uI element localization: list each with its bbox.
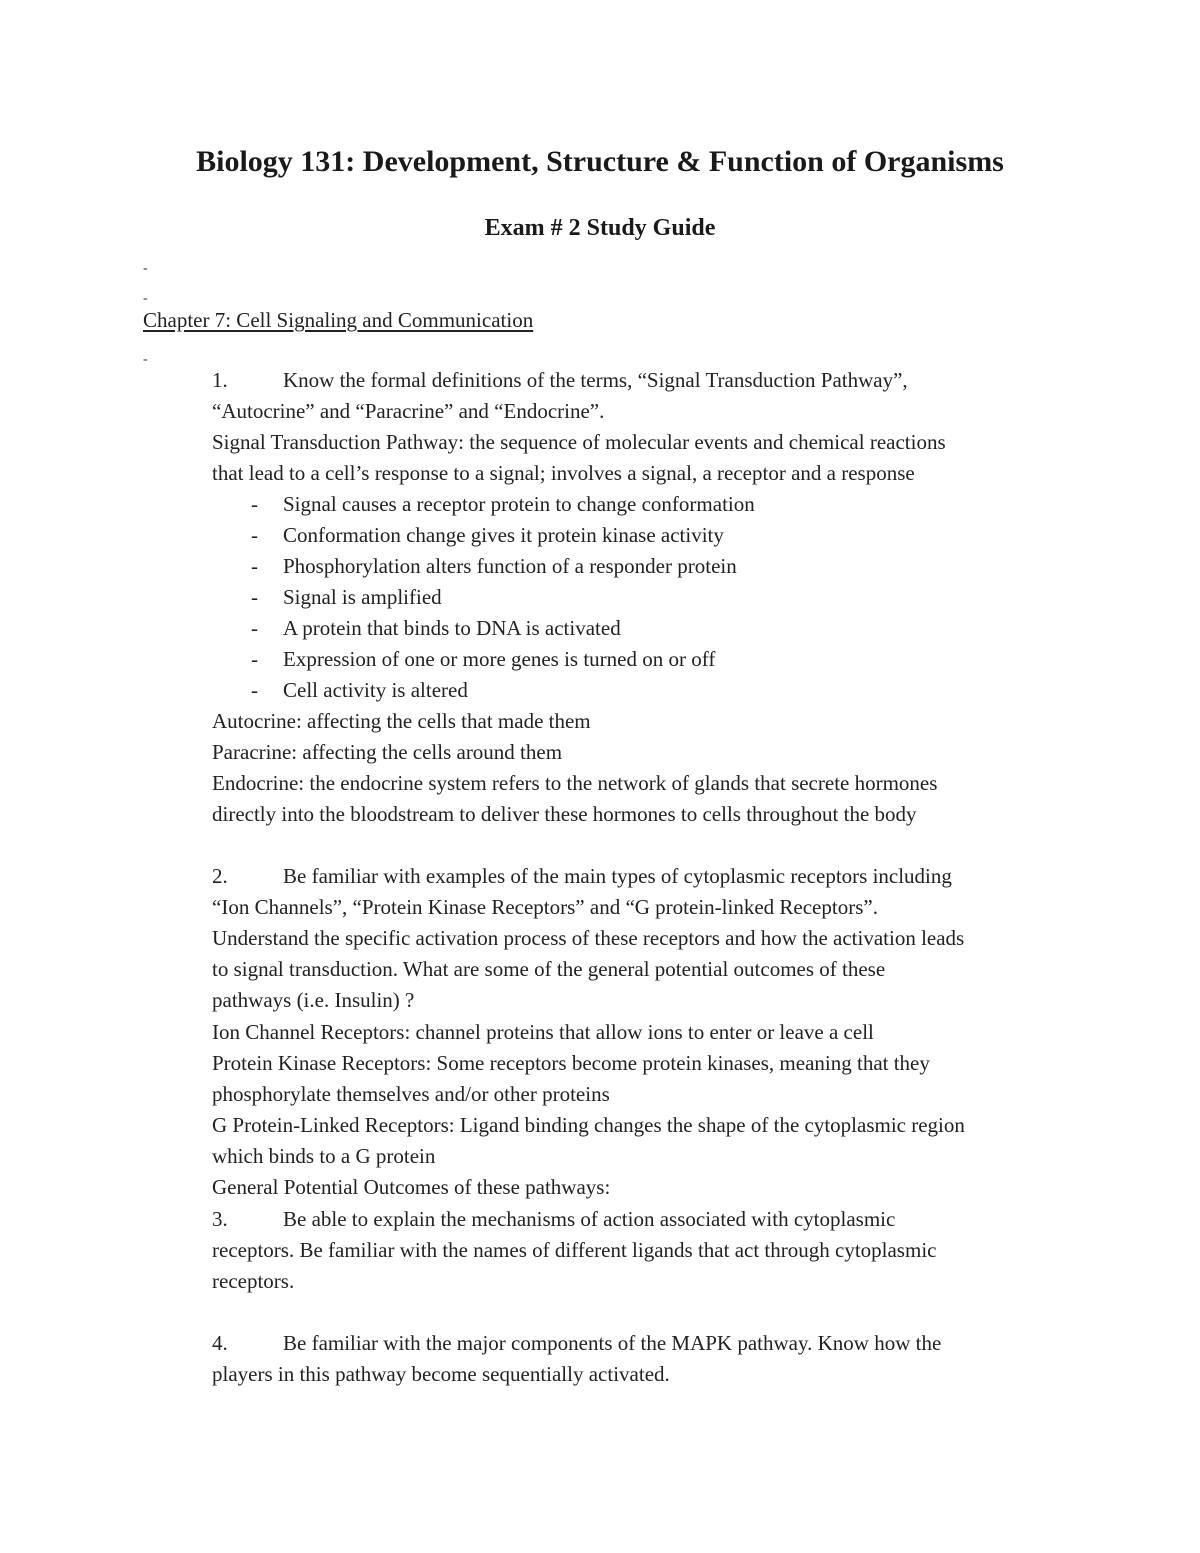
question-2-text: “Ion Channels”, “Protein Kinase Receptors” and “G protein-linked Receptors”. xyxy=(212,895,878,919)
protein-kinase-definition: Protein Kinase Receptors: Some receptors become protein kinases, meaning that they xyxy=(212,1051,930,1075)
question-1-text: Know the formal definitions of the terms, “Signal Transduction Pathway”, xyxy=(283,368,908,392)
question-3-text: Be able to explain the mechanisms of action associated with cytoplasmic xyxy=(283,1207,896,1231)
endocrine-definition: Endocrine: the endocrine system refers to the network of glands that secrete hormones xyxy=(212,771,938,795)
dash-mark: - xyxy=(143,261,148,276)
g-protein-definition: G Protein-Linked Receptors: Ligand binding changes the shape of the cytoplasmic region xyxy=(212,1113,965,1137)
question-1-number: 1. xyxy=(212,368,228,392)
document-subtitle: Exam # 2 Study Guide xyxy=(484,215,716,241)
general-outcomes: General Potential Outcomes of these pathways: xyxy=(212,1175,611,1199)
bullet-dash: - xyxy=(251,523,258,547)
list-item: Conformation change gives it protein kinase activity xyxy=(283,523,724,547)
question-3-text: receptors. xyxy=(212,1269,295,1293)
endocrine-definition: directly into the bloodstream to deliver these hormones to cells throughout the body xyxy=(212,802,917,826)
dash-mark: - xyxy=(143,291,148,306)
question-2-text: to signal transduction. What are some of the general potential outcomes of these xyxy=(212,957,886,981)
list-item: Cell activity is altered xyxy=(283,678,468,702)
question-4-number: 4. xyxy=(212,1331,228,1355)
document-title: Biology 131: Development, Structure & Function of Organisms xyxy=(196,145,1004,178)
dash-mark: - xyxy=(143,352,148,367)
question-1-text: “Autocrine” and “Paracrine” and “Endocrine”. xyxy=(212,399,605,423)
question-3-number: 3. xyxy=(212,1207,228,1231)
question-3-text: receptors. Be familiar with the names of different ligands that act through cytoplasmic xyxy=(212,1238,937,1262)
list-item: Expression of one or more genes is turned on or off xyxy=(283,647,716,671)
protein-kinase-definition: phosphorylate themselves and/or other proteins xyxy=(212,1082,610,1106)
list-item: Signal causes a receptor protein to change conformation xyxy=(283,492,755,516)
g-protein-definition: which binds to a G protein xyxy=(212,1144,436,1168)
list-item: Signal is amplified xyxy=(283,585,442,609)
list-item: A protein that binds to DNA is activated xyxy=(283,616,621,640)
bullet-dash: - xyxy=(251,647,258,671)
bullet-dash: - xyxy=(251,492,258,516)
autocrine-definition: Autocrine: affecting the cells that made them xyxy=(212,709,591,733)
question-2-number: 2. xyxy=(212,864,228,888)
ion-channel-definition: Ion Channel Receptors: channel proteins that allow ions to enter or leave a cell xyxy=(212,1020,874,1044)
question-2-text: pathways (i.e. Insulin) ? xyxy=(212,988,415,1012)
question-4-text: Be familiar with the major components of the MAPK pathway. Know how the xyxy=(283,1331,942,1355)
stp-definition: Signal Transduction Pathway: the sequence of molecular events and chemical reactions xyxy=(212,430,946,454)
bullet-dash: - xyxy=(251,585,258,609)
bullet-dash: - xyxy=(251,616,258,640)
list-item: Phosphorylation alters function of a responder protein xyxy=(283,554,737,578)
question-2-text: Be familiar with examples of the main types of cytoplasmic receptors including xyxy=(283,864,952,888)
bullet-dash: - xyxy=(251,554,258,578)
paracrine-definition: Paracrine: affecting the cells around them xyxy=(212,740,563,764)
chapter-heading: Chapter 7: Cell Signaling and Communication xyxy=(143,308,534,332)
stp-definition: that lead to a cell’s response to a signal; involves a signal, a receptor and a response xyxy=(212,461,915,485)
question-4-text: players in this pathway become sequentially activated. xyxy=(212,1362,670,1386)
bullet-dash: - xyxy=(251,678,258,702)
question-2-text: Understand the specific activation process of these receptors and how the activation leads xyxy=(212,926,965,950)
